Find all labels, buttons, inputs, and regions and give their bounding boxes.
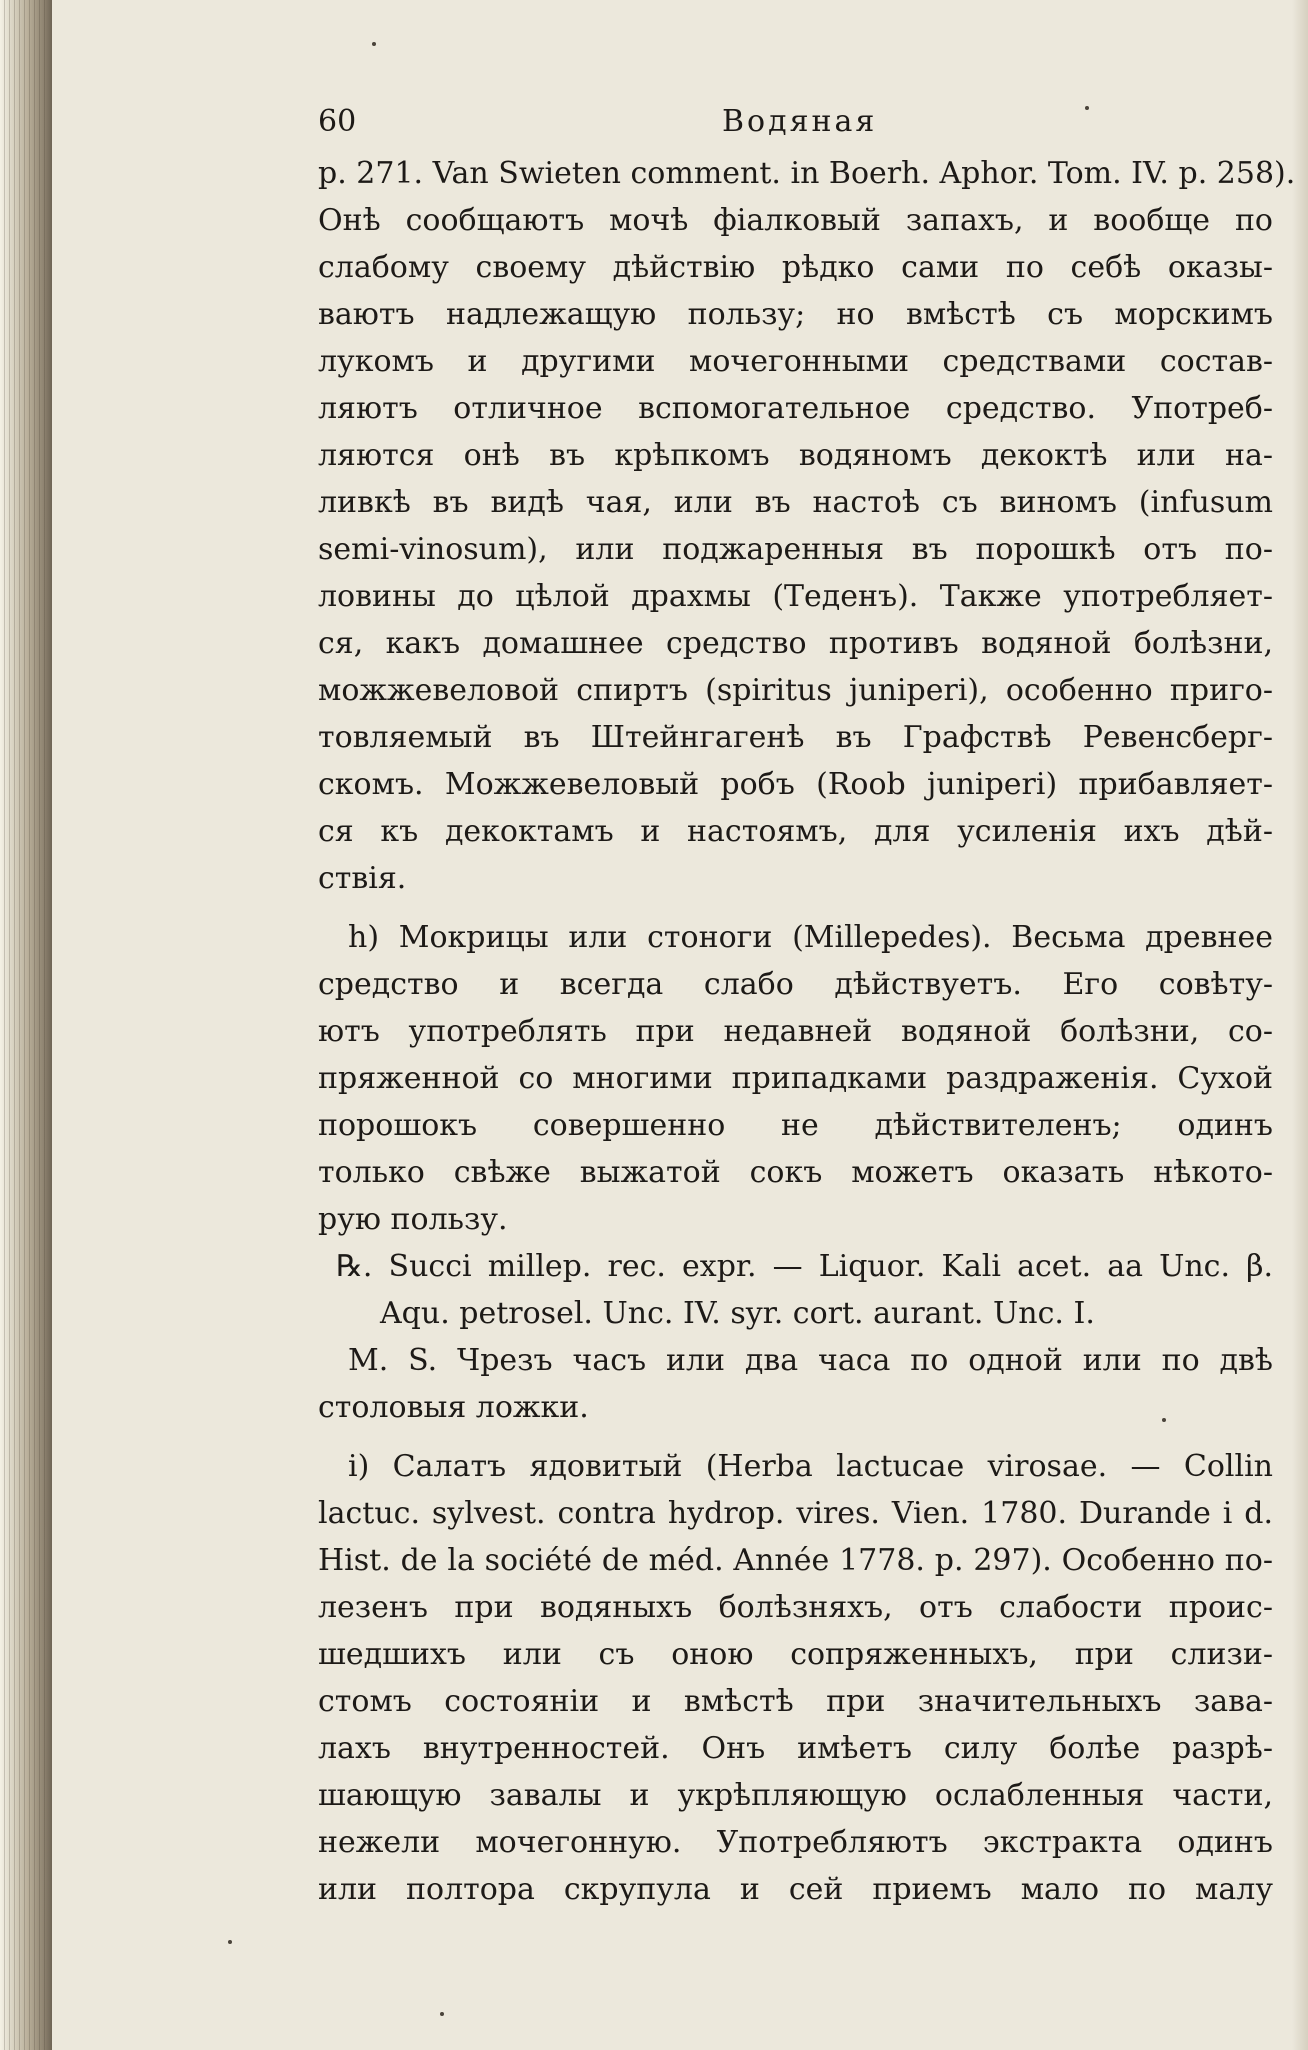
text-line: ютъ употреблять при недавней водяной болѣзни, со- xyxy=(318,1014,1273,1049)
text-line: можжевеловой спиртъ (spiritus juniperi), особенно приго- xyxy=(318,673,1273,708)
text-line: semi-vinosum), или поджаренныя въ порошкѣ отъ по- xyxy=(318,532,1273,567)
page-number: 60 xyxy=(318,104,357,139)
text-line: ляются онѣ въ крѣпкомъ водяномъ декоктѣ или на- xyxy=(318,438,1273,473)
body-text xyxy=(318,150,1296,1913)
text-line: средство и всегда слабо дѣйствуетъ. Его совѣту- xyxy=(318,967,1273,1002)
text-line: шающую завалы и укрѣпляющую ослабленныя части, xyxy=(318,1778,1273,1813)
text-line: ливкѣ въ видѣ чая, или въ настоѣ съ виномъ (infusum xyxy=(318,485,1273,520)
text-line: лахъ внутренностей. Онъ имѣетъ силу болѣе разрѣ- xyxy=(318,1731,1273,1766)
text-line: стомъ состояніи и вмѣстѣ при значительныхъ зава- xyxy=(318,1684,1273,1719)
text-line: i) Салатъ ядовитый (Herba lactucae virosae. — Collin xyxy=(348,1449,1273,1484)
recipe-line: ℞. Succi millep. rec. expr. — Liquor. Kali acet. aa Unc. β. xyxy=(336,1249,1273,1284)
recipe-line: Aqu. petrosel. Unc. IV. syr. cort. aurant. Unc. I. xyxy=(380,1296,1095,1331)
text-line: ствія. xyxy=(318,861,407,896)
running-title: Водяная xyxy=(722,104,878,139)
ink-speck xyxy=(228,1940,232,1944)
text-line: ваютъ надлежащую пользу; но вмѣстѣ съ морскимъ xyxy=(318,297,1273,332)
text-line: ловины до цѣлой драхмы (Теденъ). Также употребляет- xyxy=(318,579,1273,614)
paragraph-gap xyxy=(318,1431,1273,1443)
text-line: нежели мочегонную. Употребляютъ экстракта одинъ xyxy=(318,1825,1273,1860)
text-line: p. 271. Van Swieten comment. in Boerh. Aphor. Tom. IV. p. 258). xyxy=(318,156,1296,191)
text-line: лезенъ при водяныхъ болѣзняхъ, отъ слабости проис- xyxy=(318,1590,1273,1625)
ink-speck xyxy=(440,2012,444,2016)
text-line: рую пользу. xyxy=(318,1202,508,1237)
text-line: или полтора скрупула и сей приемъ мало по малу xyxy=(318,1872,1273,1907)
text-line: слабому своему дѣйствію рѣдко сами по себѣ оказы- xyxy=(318,250,1273,285)
text-line: лукомъ и другими мочегонными средствами состав- xyxy=(318,344,1273,379)
text-line: h) Мокрицы или стоноги (Millepedes). Весьма древнее xyxy=(348,920,1273,955)
text-line: Онѣ сообщаютъ мочѣ фіалковый запахъ, и вообще по xyxy=(318,203,1273,238)
text-line: скомъ. Можжевеловый робъ (Roob juniperi) прибавляет- xyxy=(318,767,1273,802)
ink-speck xyxy=(1085,106,1089,110)
text-line: только свѣже выжатой сокъ можетъ оказать нѣкото- xyxy=(318,1155,1273,1190)
page-header xyxy=(318,104,1218,146)
text-line: Hist. de la société de méd. Année 1778. p. 297). Особенно по- xyxy=(318,1543,1273,1578)
text-line: пряженной со многими припадками раздраженія. Сухой xyxy=(318,1061,1273,1096)
ink-speck xyxy=(372,42,376,46)
text-line: шедшихъ или съ оною сопряженныхъ, при слизи- xyxy=(318,1637,1273,1672)
text-line: порошокъ совершенно не дѣйствителенъ; одинъ xyxy=(318,1108,1273,1143)
paragraph-gap xyxy=(318,902,1273,914)
text-line: столовыя ложки. xyxy=(318,1390,589,1425)
text-line: товляемый въ Штейнгагенѣ въ Графствѣ Ревенсберг- xyxy=(318,720,1273,755)
text-line: ляютъ отличное вспомогательное средство. Употреб- xyxy=(318,391,1273,426)
ink-speck xyxy=(1162,1418,1166,1422)
text-line: ся къ декоктамъ и настоямъ, для усиленія ихъ дѣй- xyxy=(318,814,1273,849)
text-line: lactuc. sylvest. contra hydrop. vires. Vien. 1780. Durande i d. xyxy=(318,1496,1273,1531)
text-line: M. S. Чрезъ часъ или два часа по одной или по двѣ xyxy=(348,1343,1273,1378)
text-line: ся, какъ домашнее средство противъ водяной болѣзни, xyxy=(318,626,1273,661)
